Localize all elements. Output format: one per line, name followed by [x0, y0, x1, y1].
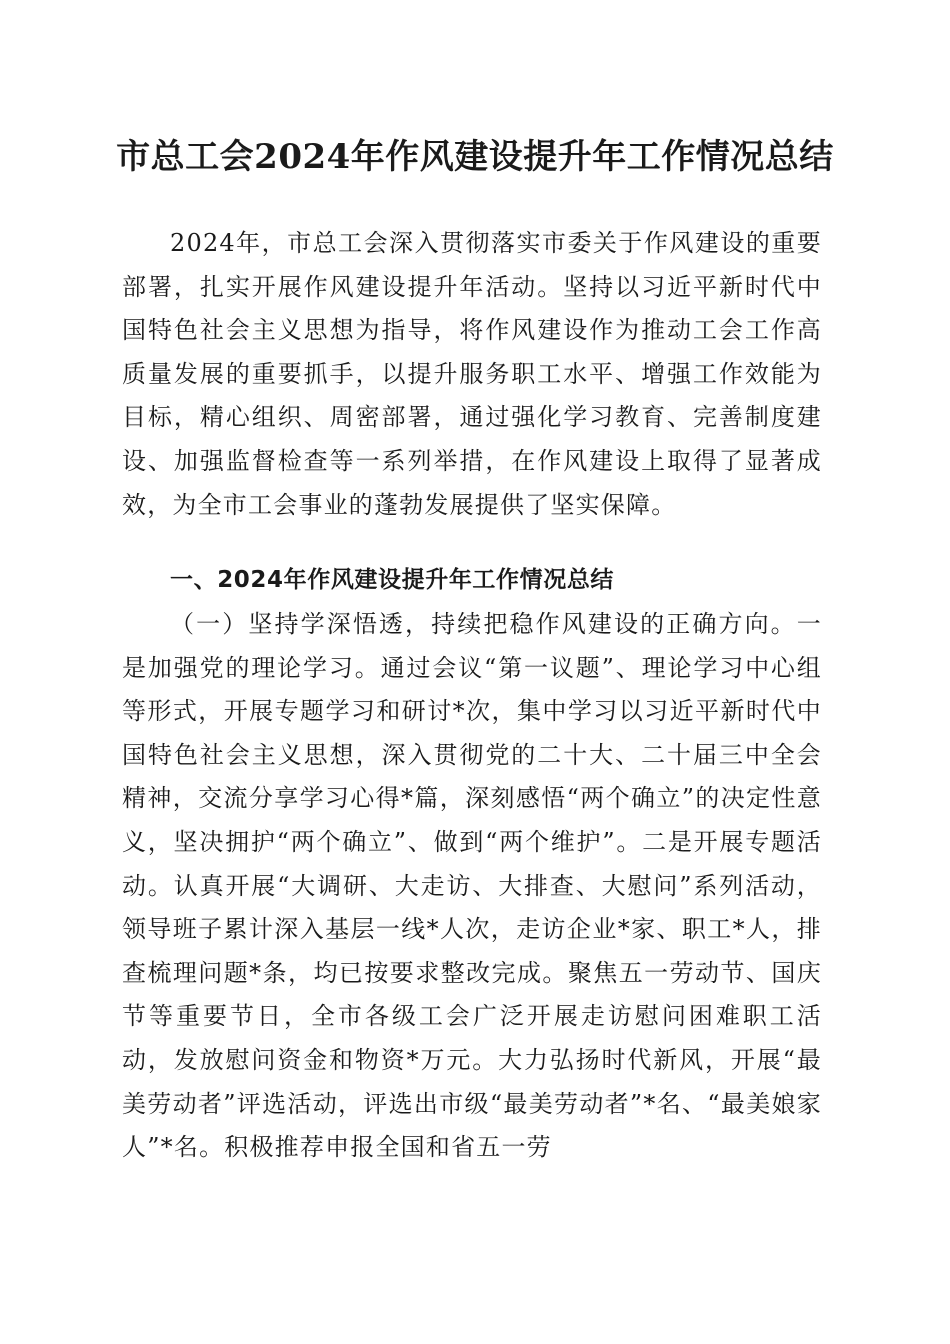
- intro-paragraph: 2024年，市总工会深入贯彻落实市委关于作风建设的重要部署，扎实开展作风建设提升年活动。坚持以习近平新时代中国特色社会主义思想为指导，将作风建设作为推动工会工作高质量发展的重要抓手，以提升服务职工水平、增强工作效能为目标，精心组织、周密部署，通过强化学习教育、完善制度建设、加强监督检查等一系列举措，在作风建设上取得了显著成效，为全市工会事业的蓬勃发展提供了坚实保障。: [122, 229, 822, 519]
- section-1-paragraph: （一）坚持学深悟透，持续把稳作风建设的正确方向。一是加强党的理论学习。通过会议“第一议题”、理论学习中心组等形式，开展专题学习和研讨*次，集中学习以习近平新时代中国特色社会主义思想，深入贯彻党的二十大、二十届三中全会精神，交流分享学习心得*篇，深刻感悟“两个确立”的决定性意义，坚决拥护“两个确立”、做到“两个维护”。二是开展专题活动。认真开展“大调研、大走访、大排查、大慰问”系列活动，领导班子累计深入基层一线*人次，走访企业*家、职工*人，排查梳理问题*条，均已按要求整改完成。聚焦五一劳动节、国庆节等重要节日，全市各级工会广泛开展走访慰问困难职工活动，发放慰问资金和物资*万元。大力弘扬时代新风，开展“最美劳动者”评选活动，评选出市级“最美劳动者”*名、“最美娘家人”*名。积极推荐申报全国和省五一劳: [122, 610, 822, 1162]
- section-heading: 一、2024年作风建设提升年工作情况总结: [170, 567, 615, 593]
- document-title: 市总工会2024年作风建设提升年工作情况总结: [116, 137, 834, 177]
